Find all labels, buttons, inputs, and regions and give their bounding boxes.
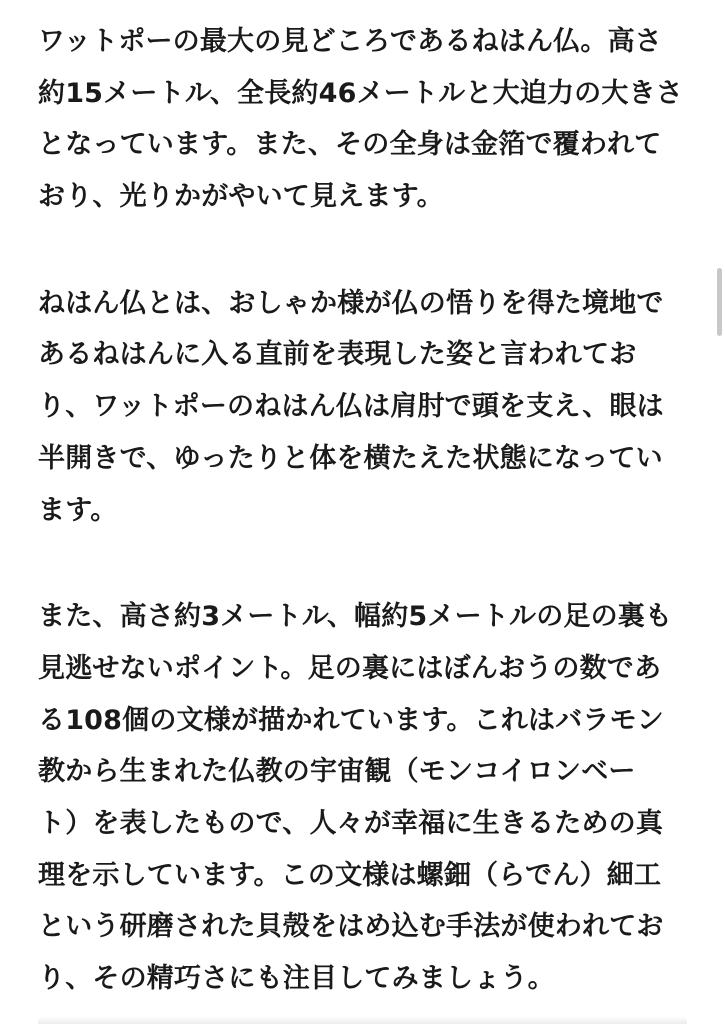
article-body <box>38 16 688 1005</box>
paragraph-1 <box>38 16 688 223</box>
paragraph-gap <box>38 536 688 591</box>
text-line: り、ワットポーのねはん仏は肩肘で頭を支え、眼は <box>38 391 664 423</box>
text-line: ワットポーの最大の見どころであるねはん仏。高さ <box>38 26 662 57</box>
text-line: あるねはんに入る直前を表現した姿と言われてお <box>38 339 637 371</box>
scrollbar-thumb[interactable] <box>717 268 722 336</box>
text-line: る108個の文様が描かれています。これはバラモン <box>38 704 664 736</box>
text-line: おり、光りかがやいて見えます。 <box>38 181 444 213</box>
text-line: という研磨された貝殻をはめ込む手法が使われてお <box>38 911 664 943</box>
text-line: 理を示しています。この文様は螺鈿（らでん）細工 <box>38 859 662 891</box>
text-line: 教から生まれた仏教の宇宙観（モンコイロンベー <box>38 756 636 788</box>
text-line: 約15メートル、全長約46メートルと大迫力の大きさ <box>38 77 683 109</box>
text-line: 見逃せないポイント。足の裏にはぼんおうの数であ <box>38 652 662 684</box>
text-line: 半開きで、ゆったりと体を横たえた状態になってい <box>38 442 663 474</box>
text-line: また、高さ約3メートル、幅約5メートルの足の裏も <box>38 601 673 633</box>
paragraph-3 <box>38 591 688 1005</box>
text-line: ます。 <box>38 494 118 526</box>
text-line: ト）を表したもので、人々が幸福に生きるための真 <box>38 807 664 839</box>
text-line: り、その精巧さにも注目してみましょう。 <box>38 963 555 994</box>
text-line: となっています。また、その全身は金箔で覆われて <box>38 129 662 161</box>
paragraph-gap <box>38 223 688 278</box>
next-card-edge <box>38 1016 687 1024</box>
paragraph-2 <box>38 278 688 536</box>
text-line: ねはん仏とは、おしゃか様が仏の悟りを得た境地で <box>38 287 664 319</box>
